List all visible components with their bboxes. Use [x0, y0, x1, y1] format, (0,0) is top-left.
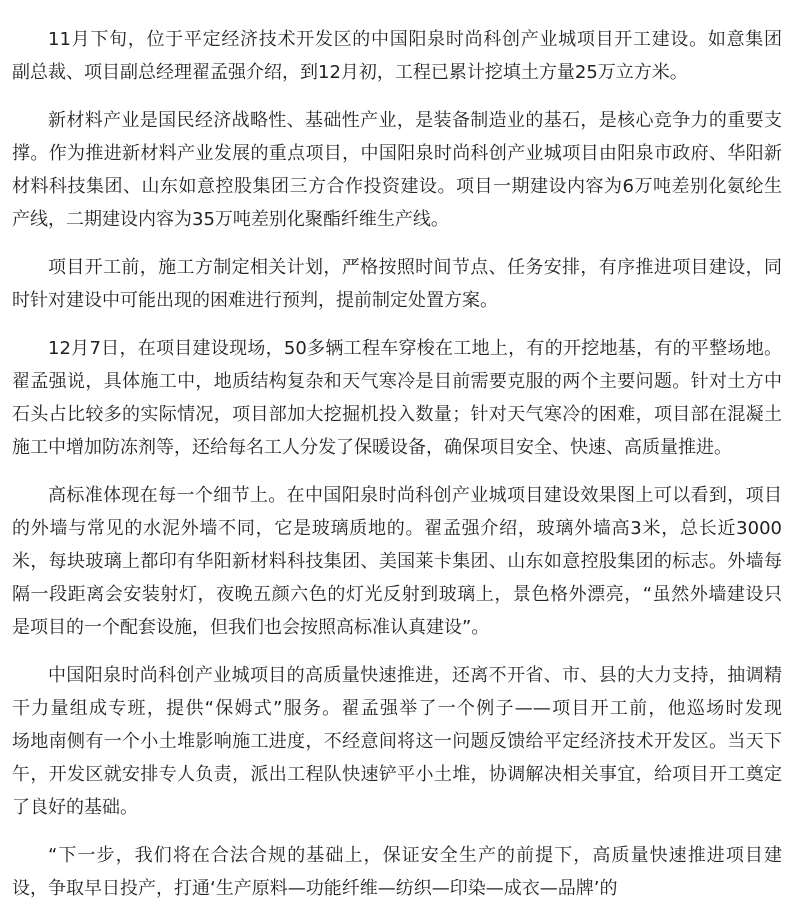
article-paragraph — [12, 659, 782, 824]
paragraph-line: 新材料产业是国民经济战略性、基础性产业，是装备制造业的基石，是核心竞争力的重要支 — [48, 110, 782, 131]
article-paragraph — [12, 104, 782, 236]
article-paragraph — [12, 23, 782, 89]
paragraph-line: 12月7日，在项目建设现场，50多辆工程车穿梭在工地上，有的开挖地基，有的平整场地。 — [48, 338, 782, 359]
paragraph-line: 11月下旬，位于平定经济技术开发区的中国阳泉时尚科创产业城项目开工建设。如意集团 — [48, 29, 782, 50]
paragraph-line: 时针对建设中可能出现的困难进行预判，提前制定处置方案。 — [12, 290, 498, 311]
paragraph-line: 石头占比较多的实际情况，项目部加大挖掘机投入数量；针对天气寒冷的困难，项目部在混凝土 — [12, 404, 782, 425]
paragraph-line: 隔一段距离会安装射灯，夜晚五颜六色的灯光反射到玻璃上，景色格外漂亮，“虽然外墙建设只 — [12, 584, 782, 605]
paragraph-line: 设，争取早日投产，打通‘生产原料—功能纤维—纺织—印染—成衣—品牌’的 — [12, 878, 618, 899]
paragraph-line: 产线，二期建设内容为35万吨差别化聚酯纤维生产线。 — [12, 209, 449, 230]
paragraph-line: 材料科技集团、山东如意控股集团三方合作投资建设。项目一期建设内容为6万吨差别化氨纶生 — [12, 176, 782, 197]
paragraph-line: 的外墙与常见的水泥外墙不同，它是玻璃质地的。翟孟强介绍，玻璃外墙高3米，总长近3000 — [12, 518, 782, 539]
paragraph-line: 中国阳泉时尚科创产业城项目的高质量快速推进，还离不开省、市、县的大力支持，抽调精 — [48, 665, 782, 686]
paragraph-line: 午，开发区就安排专人负责，派出工程队快速铲平小土堆，协调解决相关事宜，给项目开工奠定 — [12, 764, 782, 785]
paragraph-line: 了良好的基础。 — [12, 797, 138, 818]
paragraph-line: 场地南侧有一个小土堆影响施工进度，不经意间将这一问题反馈给平定经济技术开发区。当天下 — [12, 731, 782, 752]
paragraph-line: 是项目的一个配套设施，但我们也会按照高标准认真建设”。 — [12, 617, 490, 638]
paragraph-line: 副总裁、项目副总经理翟孟强介绍，到12月初，工程已累计挖填土方量25万立方米。 — [12, 62, 688, 83]
article-paragraph — [12, 839, 782, 905]
article-paragraph — [12, 479, 782, 644]
paragraph-line: 高标准体现在每一个细节上。在中国阳泉时尚科创产业城项目建设效果图上可以看到，项目 — [48, 485, 782, 506]
article-paragraph — [12, 332, 782, 464]
paragraph-line: 项目开工前，施工方制定相关计划，严格按照时间节点、任务安排，有序推进项目建设，同 — [48, 257, 782, 278]
paragraph-line: 撑。作为推进新材料产业发展的重点项目，中国阳泉时尚科创产业城项目由阳泉市政府、华阳新 — [12, 143, 782, 164]
paragraph-line: 施工中增加防冻剂等，还给每名工人分发了保暖设备，确保项目安全、快速、高质量推进。 — [12, 437, 732, 458]
paragraph-line: 干力量组成专班，提供“保姆式”服务。翟孟强举了一个例子——项目开工前，他巡场时发现 — [12, 698, 782, 719]
paragraph-line: 米，每块玻璃上都印有华阳新材料科技集团、美国莱卡集团、山东如意控股集团的标志。外墙每 — [12, 551, 782, 572]
paragraph-line: “下一步，我们将在合法合规的基础上，保证安全生产的前提下，高质量快速推进项目建 — [48, 845, 782, 866]
paragraph-line: 翟孟强说，具体施工中，地质结构复杂和天气寒冷是目前需要克服的两个主要问题。针对土方中 — [12, 371, 782, 392]
article-paragraph — [12, 251, 782, 317]
